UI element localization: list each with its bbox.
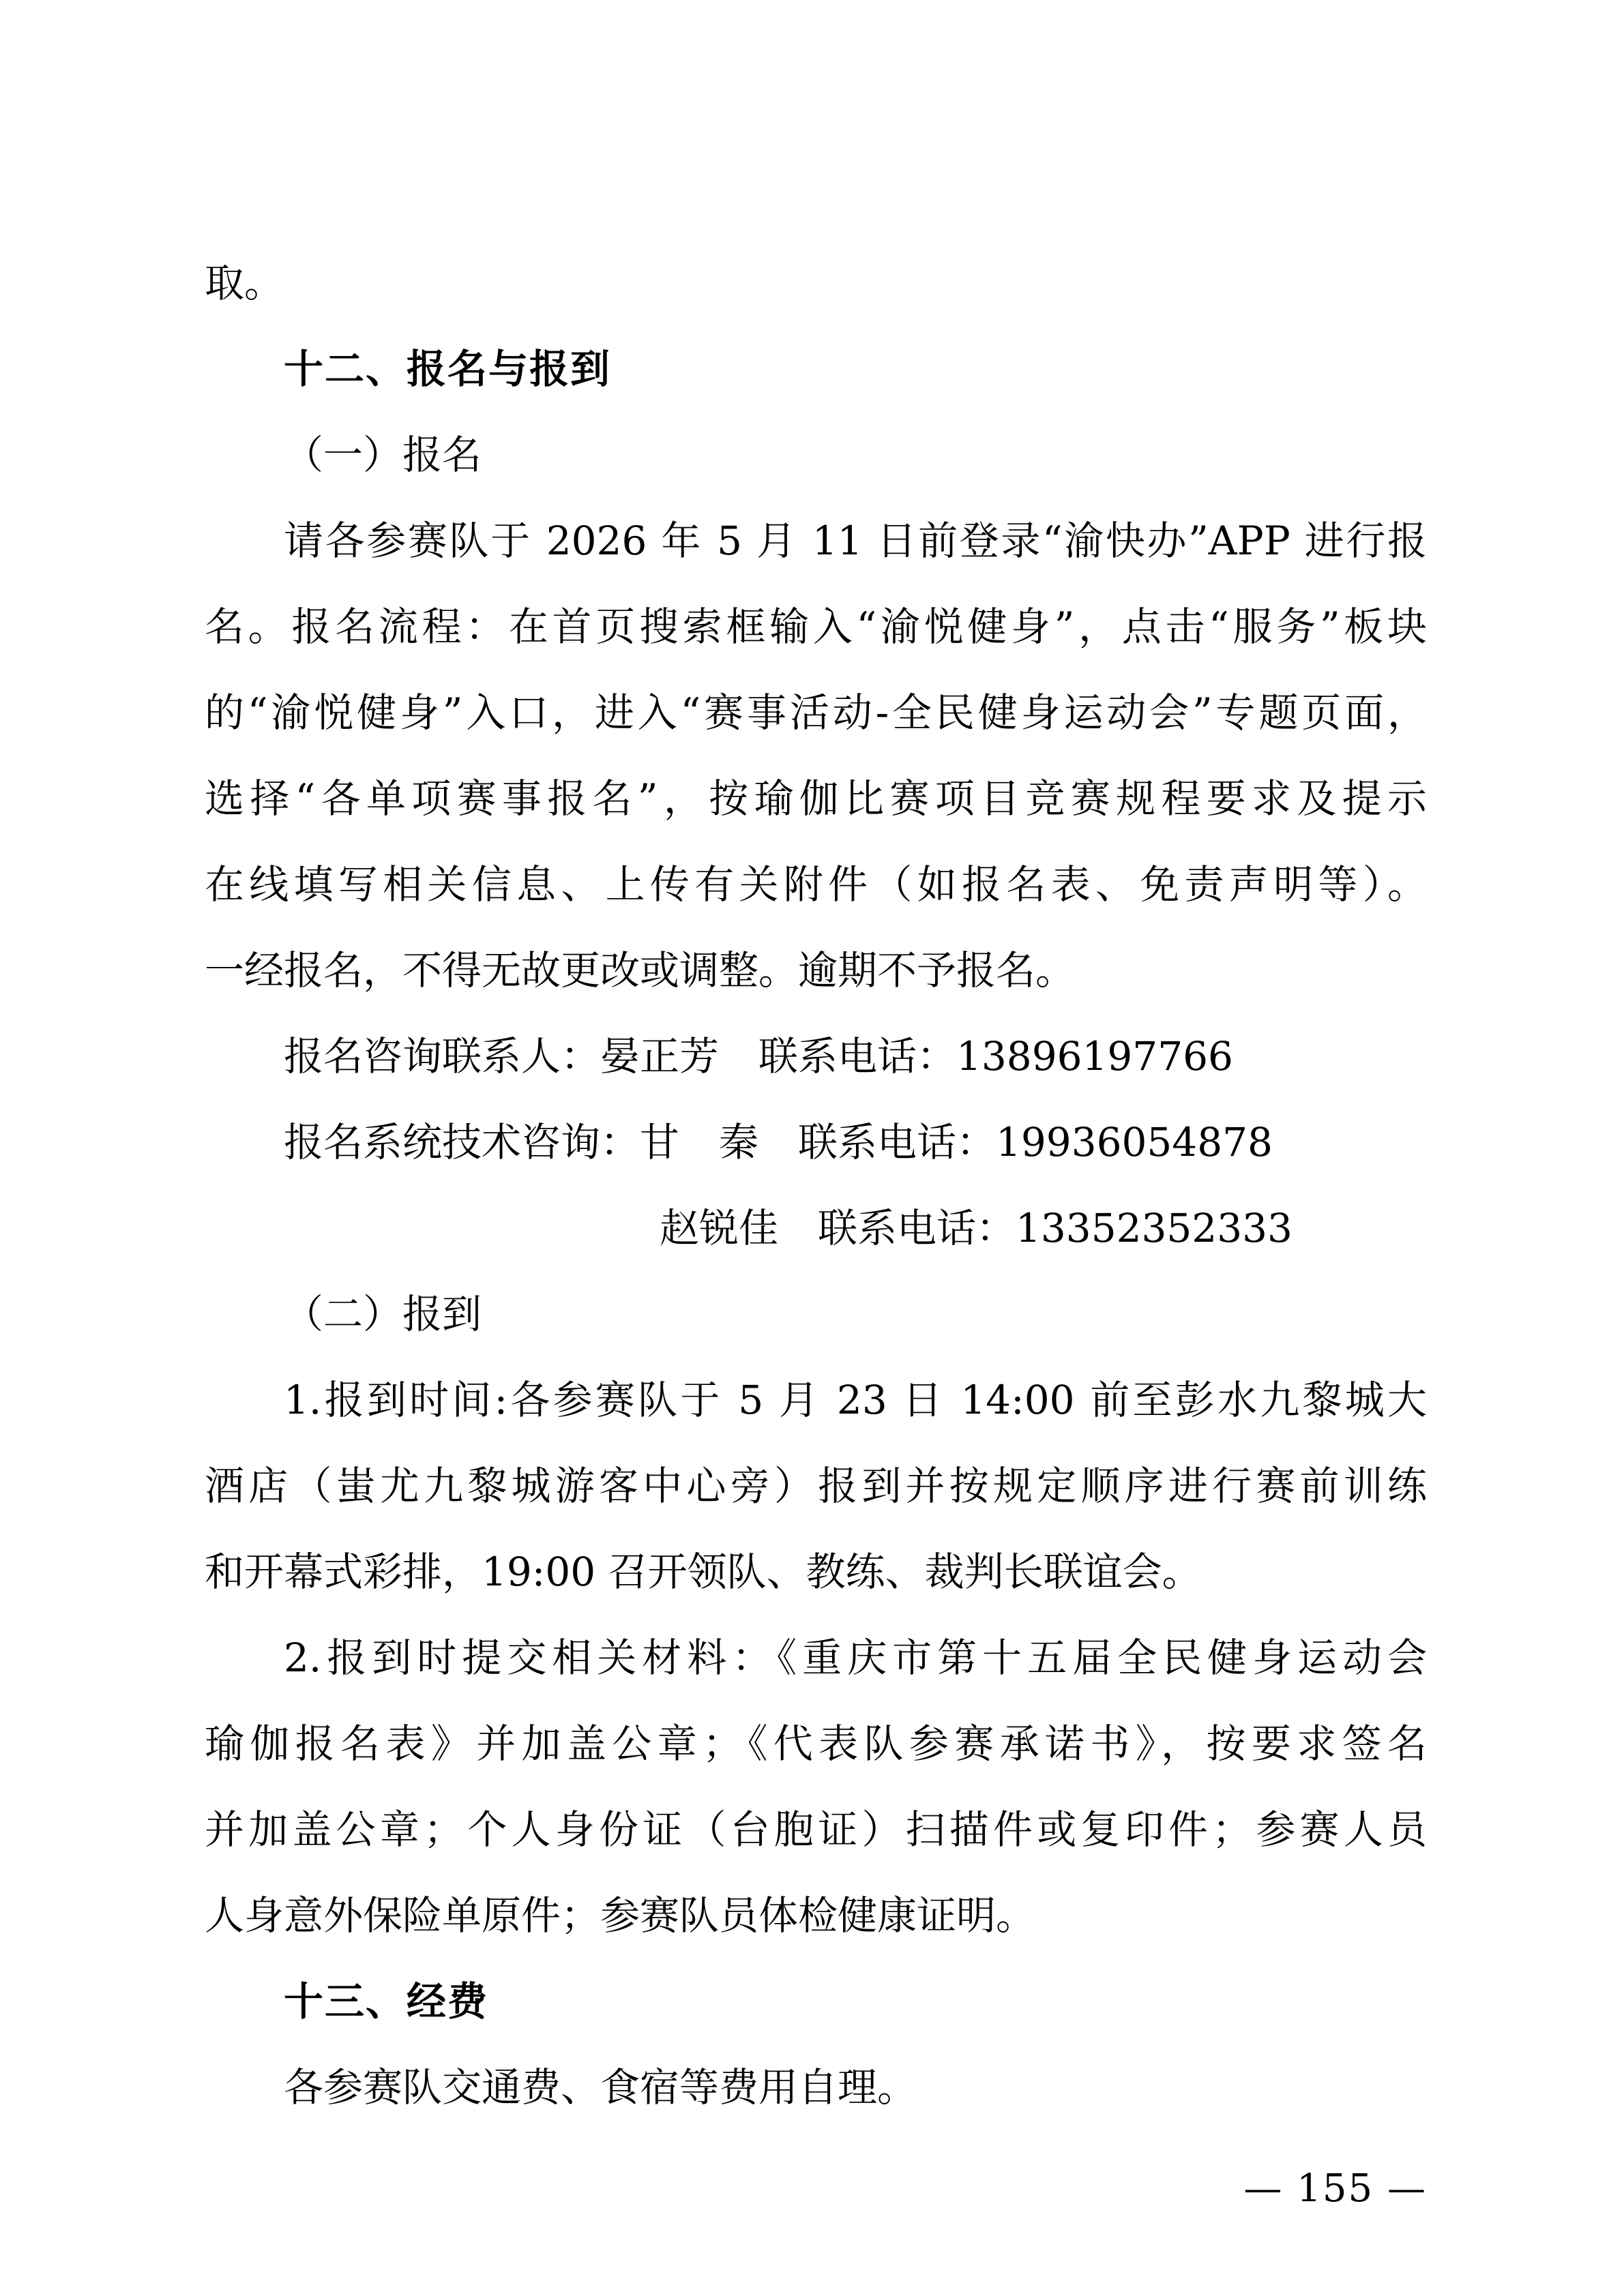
page-number: — 155 — xyxy=(1243,2166,1427,2211)
checkin-time-paragraph-line: 酒店（蚩尤九黎城游客中心旁）报到并按规定顺序进行赛前训练 xyxy=(205,1463,1427,1509)
checkin-time-paragraph-line: 1.报到时间:各参赛队于 5 月 23 日 14:00 前至彭水九黎城大 xyxy=(284,1377,1427,1423)
contact-line-registration: 报名咨询联系人：晏正芳 联系电话：13896197766 xyxy=(284,1033,1233,1079)
checkin-materials-paragraph-line: 人身意外保险单原件；参赛队员体检健康证明。 xyxy=(205,1892,1036,1939)
checkin-materials-paragraph-line: 并加盖公章；个人身份证（台胞证）扫描件或复印件；参赛人员 xyxy=(205,1806,1427,1853)
registration-paragraph-line: 请各参赛队于 2026 年 5 月 11 日前登录“渝快办”APP 进行报 xyxy=(284,518,1427,564)
section-12-heading: 十二、报名与报到 xyxy=(284,346,612,392)
subsection-12-2-heading: （二）报到 xyxy=(284,1291,482,1337)
checkin-materials-paragraph-line: 2.报到时提交相关材料：《重庆市第十五届全民健身运动会 xyxy=(284,1635,1427,1681)
registration-paragraph-line: 选择“各单项赛事报名”，按瑜伽比赛项目竞赛规程要求及提示 xyxy=(205,775,1427,822)
checkin-materials-paragraph-line: 瑜伽报名表》并加盖公章；《代表队参赛承诺书》，按要求签名 xyxy=(205,1720,1427,1767)
section-13-heading: 十三、经费 xyxy=(284,1978,489,2025)
registration-paragraph-line: 名。报名流程：在首页搜索框输入“渝悦健身”，点击“服务”板块 xyxy=(205,603,1427,650)
registration-paragraph-line: 一经报名，不得无故更改或调整。逾期不予报名。 xyxy=(205,947,1076,994)
contact-line-tech-support: 报名系统技术咨询：甘 秦 联系电话：19936054878 xyxy=(284,1119,1273,1165)
contact-line-tech-support-2: 赵锐佳 联系电话：13352352333 xyxy=(660,1205,1293,1251)
document-body xyxy=(205,240,1427,2130)
registration-paragraph-line: 的“渝悦健身”入口，进入“赛事活动-全民健身运动会”专题页面， xyxy=(205,689,1427,736)
registration-paragraph-line: 在线填写相关信息、上传有关附件（如报名表、免责声明等）。 xyxy=(205,861,1427,908)
continuation-text: 取。 xyxy=(205,260,284,306)
checkin-time-paragraph-line: 和开幕式彩排，19:00 召开领队、教练、裁判长联谊会。 xyxy=(205,1549,1202,1595)
subsection-12-1-heading: （一）报名 xyxy=(284,432,482,478)
expenses-paragraph: 各参赛队交通费、食宿等费用自理。 xyxy=(284,2064,917,2111)
